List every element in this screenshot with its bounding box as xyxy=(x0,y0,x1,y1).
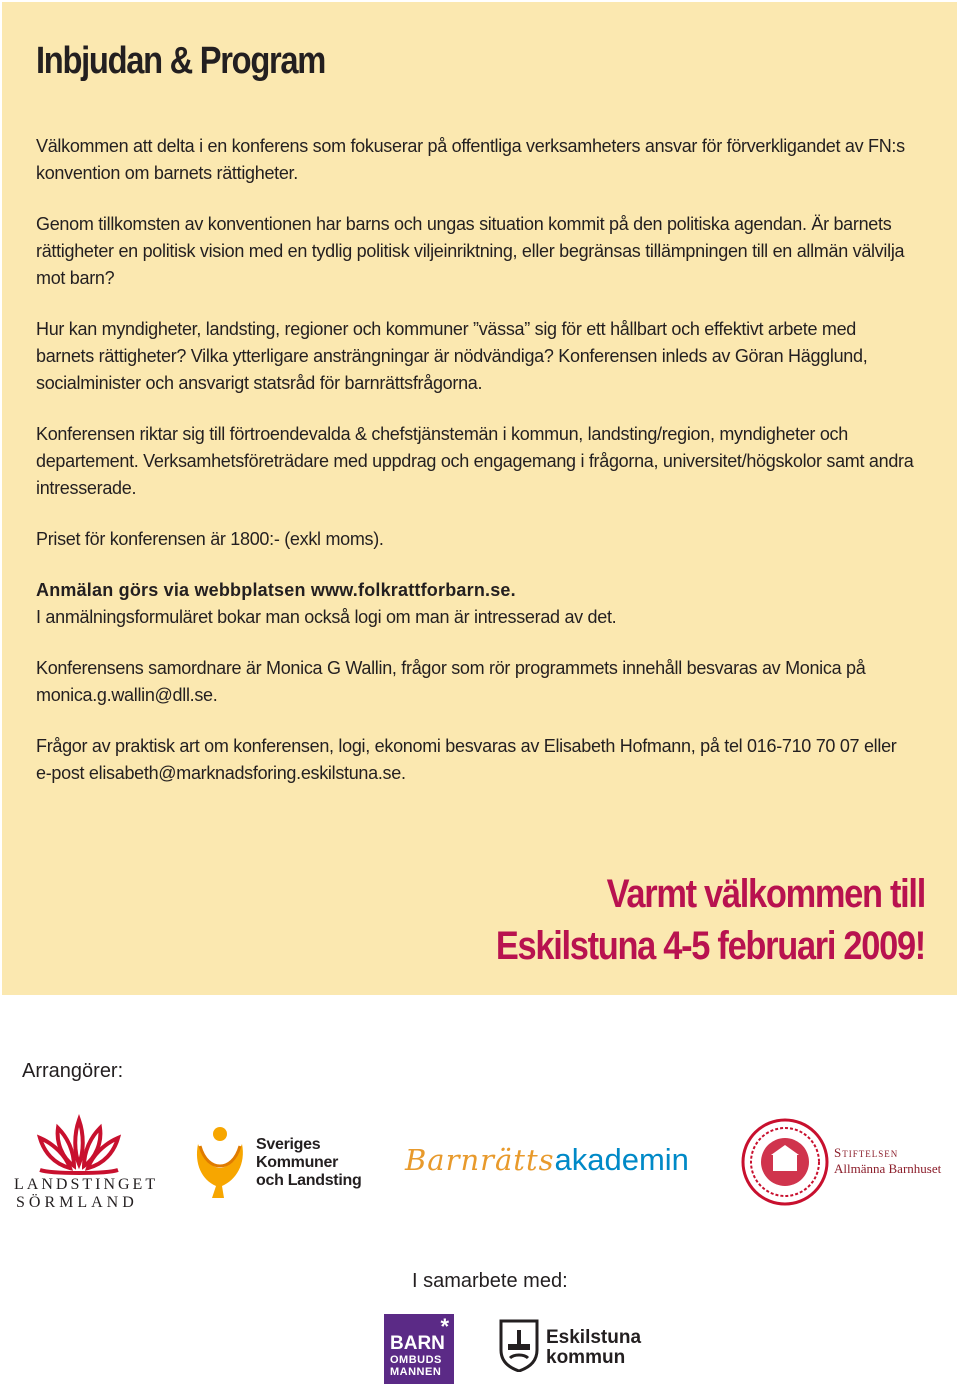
barnombudsmannen-logo[interactable] xyxy=(384,1314,454,1384)
coordinator-paragraph: Konferensens samordnare är Monica G Wallin, frågor som rör programmets innehåll besvaras av Monica på monica.g.wallin@dll.se. xyxy=(36,658,866,705)
page-title: Inbjudan & Program xyxy=(36,40,326,82)
allmanna-barnhuset-logo[interactable] xyxy=(740,1115,940,1215)
registration-note: I anmälningsformuläret bokar man också logi om man är intresserad av det. xyxy=(36,607,617,627)
landstinget-line2: SÖRMLAND xyxy=(16,1194,138,1211)
skl-line2: Kommuner xyxy=(256,1154,339,1171)
barnratt-part2: akademin xyxy=(554,1142,689,1177)
welcome-line-1: Varmt välkommen till xyxy=(606,872,925,916)
agenda-paragraph: Genom tillkomsten av konventionen har barns och ungas situation kommit på den politiska agendan. Är barnets rättigheter en politisk vision med en tydlig politisk viljeinriktning, eller begränsas tillämpningen till en allmän välvilja mot barn? xyxy=(36,214,905,288)
barnhuset-line2: Allmänna Barnhuset xyxy=(834,1161,942,1176)
skl-line3: och Landsting xyxy=(256,1172,362,1189)
barnratt-part1: Barnrätts xyxy=(405,1143,555,1177)
question-paragraph: Hur kan myndigheter, landsting, regioner och kommuner ”vässa” sig för ett hållbart och effektivt arbete med barnets rättigheter? Vilka ytterligare ansträngningar är nödvändiga? Konferensen inleds av Göran Hägglund, socialminister och ansvarigt statsråd för barnrättsfrågorna. xyxy=(36,319,868,393)
invitation-body xyxy=(36,133,916,811)
eskilstuna-kommun-logo[interactable] xyxy=(498,1318,648,1378)
organizers-label: Arrangörer: xyxy=(22,1060,124,1082)
bo-line3: MANNEN xyxy=(390,1366,442,1378)
intro-paragraph: Välkommen att delta i en konferens som fokuserar på offentliga verksamheters ansvar för förverkligandet av FN:s konvention om barnets rättigheter. xyxy=(36,136,905,183)
invitation-panel xyxy=(2,2,957,995)
barnrattsakademin-logo[interactable] xyxy=(405,1142,710,1182)
eskilstuna-line1: Eskilstuna xyxy=(546,1327,642,1348)
registration-link-text[interactable]: Anmälan görs via webbplatsen www.folkrattforbarn.se. xyxy=(36,580,516,600)
skl-line1: Sveriges xyxy=(256,1136,321,1153)
price-paragraph: Priset för konferensen är 1800:- (exkl moms). xyxy=(36,529,384,549)
welcome-heading xyxy=(426,868,925,972)
practical-contact-paragraph: Frågor av praktisk art om konferensen, logi, ekonomi besvaras av Elisabeth Hofmann, på tel 016-710 70 07 eller e-post elisabeth@marknadsforing.eskilstuna.se. xyxy=(36,736,897,783)
welcome-line-2: Eskilstuna 4-5 februari 2009! xyxy=(495,924,925,968)
coat-of-arms-icon xyxy=(498,1318,540,1372)
skl-figure-icon xyxy=(190,1124,250,1200)
bo-line1: BARN xyxy=(390,1333,445,1354)
landstinget-line1: LANDSTINGET xyxy=(14,1176,159,1193)
partners-label: I samarbete med: xyxy=(412,1270,568,1292)
barnhuset-line1: Stiftelsen xyxy=(834,1145,899,1160)
skl-logo[interactable] xyxy=(190,1124,370,1204)
landstinget-sormland-logo[interactable] xyxy=(12,1112,159,1212)
audience-paragraph: Konferensen riktar sig till förtroendevalda & chefstjänstemän i kommun, landsting/region, myndigheter och departement. Verksamhetsföreträdare med uppdrag och engagemang i frågorna, universitet/högskolor samt andra intresserade. xyxy=(36,424,914,498)
eskilstuna-line2: kommun xyxy=(546,1347,626,1368)
seal-icon xyxy=(740,1115,830,1210)
asterisk-icon: * xyxy=(440,1314,449,1339)
bo-line2: OMBUDS xyxy=(390,1354,442,1366)
